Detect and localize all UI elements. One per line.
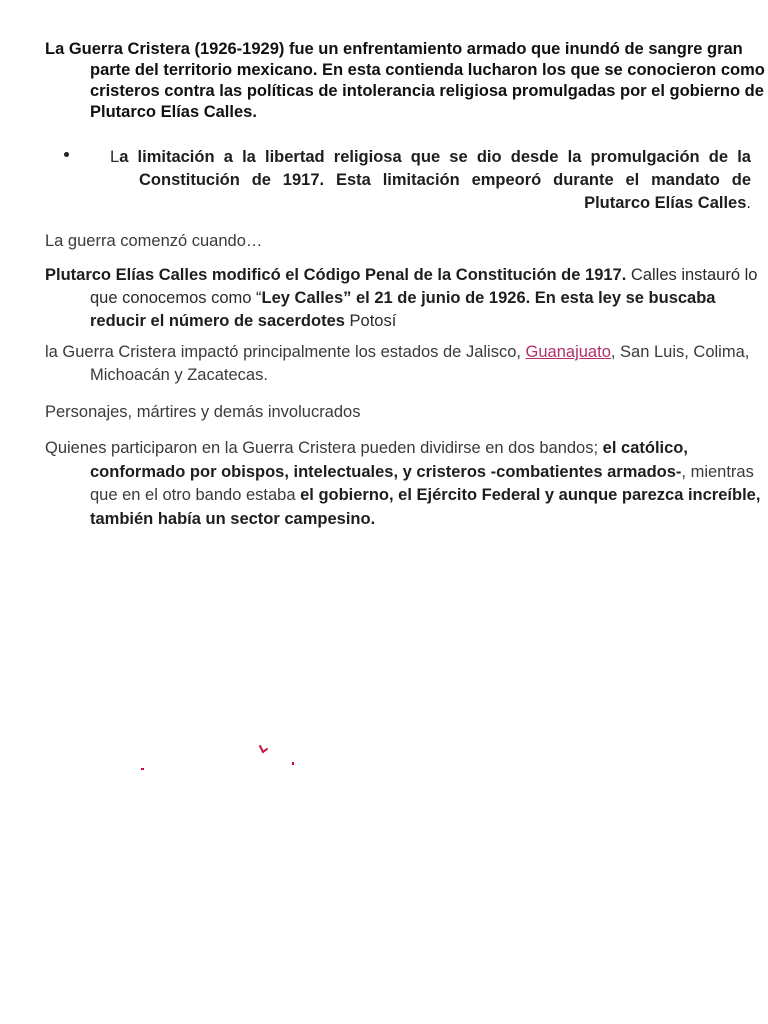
bullet-end: .: [746, 194, 751, 212]
calles-paragraph: [45, 264, 768, 333]
war-start-line: La guerra comenzó cuando…: [45, 232, 263, 250]
calles-bold-2: Ley Calles” el 21 de junio de 1926. En esta ley se buscaba reducir el número de sacerdotes: [90, 289, 716, 330]
intro-paragraph: La Guerra Cristera (1926-1929) fue un enfrentamiento armado que inundó de sangre gran parte del territorio mexicano. En esta contienda lucharon los que se conocieron como cristeros contra las políticas de intolerancia religiosa promulgadas por el gobierno de Plutarco Elías Calles.: [45, 40, 765, 121]
bullet-point-icon: [64, 152, 69, 157]
calles-normal-2: Potosí: [344, 312, 397, 330]
bullet-bold-text: a limitación a la libertad religiosa que se dio desde la promulgación de la Constitución de 1917. Esta limitación empeoró durante el mandato de Plutarco Elías Calles: [119, 148, 751, 212]
participants-bold-2: el gobierno, el Ejército Federal y aunque parezca increíble, también había un sector campesino.: [90, 486, 761, 528]
guanajuato-link[interactable]: Guanajuato: [525, 343, 611, 361]
ink-mark-check: [258, 744, 270, 756]
participants-paragraph: [45, 437, 768, 531]
participants-normal-1: Quienes participaron en la Guerra Cristera pueden dividirse en dos bandos;: [45, 439, 603, 457]
bullet-paragraph: [110, 146, 751, 215]
states-paragraph: [45, 341, 768, 387]
ink-mark-dash: [141, 768, 144, 770]
participants-normal-2: , mientras que en el otro bando estaba: [90, 462, 754, 504]
bullet-initial: L: [110, 148, 120, 166]
characters-heading: Personajes, mártires y demás involucrados: [45, 403, 361, 421]
states-text-before: la Guerra Cristera impactó principalmente los estados de Jalisco,: [45, 343, 526, 361]
participants-bold-1: el católico, conformado por obispos, intelectuales, y cristeros -combatientes armados-: [90, 439, 688, 481]
calles-bold-1: Plutarco Elías Calles modificó el Código Penal de la Constitución de 1917.: [45, 266, 627, 284]
states-text-after: , San Luis, Colima, Michoacán y Zacatecas.: [90, 343, 750, 384]
calles-normal-1: Calles instauró lo que conocemos como “: [90, 266, 758, 307]
ink-mark-dot: [292, 762, 294, 765]
